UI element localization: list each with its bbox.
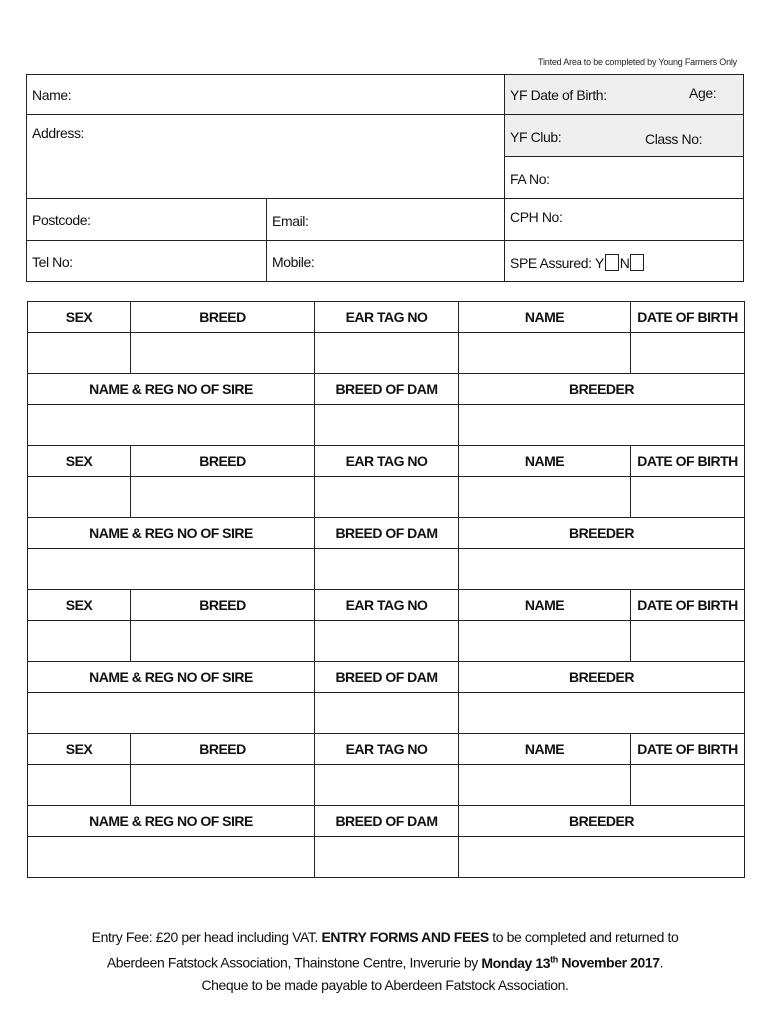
breed-of-dam-cell[interactable] (315, 837, 459, 878)
footer-line-1 (0, 926, 770, 948)
sex-header: SEX (28, 302, 131, 333)
animal-header-row (28, 590, 745, 621)
entry-fee-text: Entry Fee: £20 per head including VAT. (91, 929, 318, 945)
animal-entries-table (27, 301, 745, 878)
pedigree-input-row (28, 549, 745, 590)
dob-header: DATE OF BIRTH (631, 590, 745, 621)
ear-tag-header: EAR TAG NO (315, 446, 459, 477)
breed-cell[interactable] (131, 621, 315, 662)
mobile-label: Mobile: (272, 254, 315, 270)
name-header: NAME (459, 302, 631, 333)
dob-cell[interactable] (631, 477, 745, 518)
yf-club-label: YF Club: (510, 129, 562, 145)
spe-no-checkbox[interactable] (630, 254, 644, 271)
spe-no-label: N (619, 255, 630, 271)
sex-cell[interactable] (28, 477, 131, 518)
dob-header: DATE OF BIRTH (631, 734, 745, 765)
tel-label: Tel No: (32, 254, 73, 270)
breeder-header: BREEDER (459, 662, 745, 693)
animal-input-row (28, 765, 745, 806)
name-header: NAME (459, 446, 631, 477)
ear-tag-header: EAR TAG NO (315, 302, 459, 333)
mobile-field[interactable] (266, 240, 505, 282)
breed-header: BREED (131, 734, 315, 765)
pedigree-header-row (28, 374, 745, 405)
deadline-day: Monday 13th (481, 954, 558, 971)
pedigree-header-row (28, 806, 745, 837)
footer-notice (0, 926, 770, 996)
ear-tag-header: EAR TAG NO (315, 734, 459, 765)
breed-header: BREED (131, 302, 315, 333)
sire-cell[interactable] (28, 549, 315, 590)
yf-dob-field[interactable] (504, 74, 744, 115)
sire-cell[interactable] (28, 693, 315, 734)
fa-no-field[interactable] (504, 156, 744, 199)
sire-header: NAME & REG NO OF SIRE (28, 518, 315, 549)
breeder-cell[interactable] (459, 405, 745, 446)
name-cell[interactable] (459, 621, 631, 662)
entry-forms-emphasis: ENTRY FORMS AND FEES (321, 929, 489, 945)
pedigree-input-row (28, 837, 745, 878)
breed-of-dam-cell[interactable] (315, 693, 459, 734)
breed-cell[interactable] (131, 333, 315, 374)
breeder-cell[interactable] (459, 693, 745, 734)
pedigree-header-row (28, 662, 745, 693)
footer-line-3: Cheque to be made payable to Aberdeen Fatstock Association. (201, 976, 569, 993)
pedigree-input-row (28, 405, 745, 446)
deadline-month-year: November 2017 (561, 954, 660, 971)
ear-tag-cell[interactable] (315, 621, 459, 662)
animal-input-row (28, 477, 745, 518)
dob-cell[interactable] (631, 621, 745, 662)
spe-yes-checkbox[interactable] (605, 254, 619, 271)
breeder-header: BREEDER (459, 518, 745, 549)
name-header: NAME (459, 590, 631, 621)
name-cell[interactable] (459, 477, 631, 518)
postcode-label: Postcode: (32, 212, 91, 228)
breed-header: BREED (131, 446, 315, 477)
breeder-cell[interactable] (459, 549, 745, 590)
sex-cell[interactable] (28, 765, 131, 806)
breed-of-dam-cell[interactable] (315, 549, 459, 590)
name-label: Name: (32, 87, 72, 103)
name-field[interactable] (26, 74, 505, 115)
animal-input-row (28, 333, 745, 374)
breed-of-dam-header: BREED OF DAM (315, 806, 459, 837)
class-no-label: Class No: (645, 131, 703, 147)
address-label: Address: (32, 125, 85, 141)
sire-header: NAME & REG NO OF SIRE (28, 374, 315, 405)
name-cell[interactable] (459, 765, 631, 806)
ear-tag-header: EAR TAG NO (315, 590, 459, 621)
sire-cell[interactable] (28, 405, 315, 446)
dob-cell[interactable] (631, 333, 745, 374)
tel-field[interactable] (26, 240, 267, 282)
email-field[interactable] (266, 198, 505, 241)
breed-of-dam-header: BREED OF DAM (315, 374, 459, 405)
footer-line-2: Aberdeen Fatstock Association, Thainstone Centre, Inverurie by Monday 13th November 2017. (106, 954, 664, 971)
address-field[interactable] (26, 114, 505, 199)
return-address-text: Aberdeen Fatstock Association, Thainstone Centre, Inverurie by (106, 954, 478, 971)
breed-cell[interactable] (131, 765, 315, 806)
sire-header: NAME & REG NO OF SIRE (28, 662, 315, 693)
dob-header: DATE OF BIRTH (631, 446, 745, 477)
breed-cell[interactable] (131, 477, 315, 518)
breeder-header: BREEDER (459, 374, 745, 405)
sire-cell[interactable] (28, 837, 315, 878)
sex-header: SEX (28, 446, 131, 477)
pedigree-input-row (28, 693, 745, 734)
ear-tag-cell[interactable] (315, 477, 459, 518)
breed-header: BREED (131, 590, 315, 621)
email-label: Email: (272, 213, 309, 229)
tinted-area-note: Tinted Area to be completed by Young Farmers Only (538, 57, 737, 67)
pedigree-header-row (28, 518, 745, 549)
dob-header: DATE OF BIRTH (631, 302, 745, 333)
breed-of-dam-header: BREED OF DAM (315, 662, 459, 693)
age-label: Age: (689, 85, 717, 101)
sire-header: NAME & REG NO OF SIRE (28, 806, 315, 837)
sex-cell[interactable] (28, 621, 131, 662)
breeder-header: BREEDER (459, 806, 745, 837)
animal-input-row (28, 621, 745, 662)
spe-assured-label: SPE Assured: Y (510, 255, 604, 271)
ear-tag-cell[interactable] (315, 333, 459, 374)
breed-of-dam-header: BREED OF DAM (315, 518, 459, 549)
yf-dob-label: YF Date of Birth: (510, 87, 607, 103)
animal-header-row (28, 302, 745, 333)
sex-cell[interactable] (28, 333, 131, 374)
sex-header: SEX (28, 734, 131, 765)
return-instruction-text: to be completed and returned to (492, 929, 679, 945)
spe-assured-row (510, 254, 645, 271)
animal-header-row (28, 734, 745, 765)
cph-no-label: CPH No: (510, 209, 563, 225)
postcode-field[interactable] (26, 198, 267, 241)
breeder-cell[interactable] (459, 837, 745, 878)
yf-club-field[interactable] (504, 114, 744, 157)
sex-header: SEX (28, 590, 131, 621)
name-header: NAME (459, 734, 631, 765)
name-cell[interactable] (459, 333, 631, 374)
animal-header-row (28, 446, 745, 477)
breed-of-dam-cell[interactable] (315, 405, 459, 446)
ear-tag-cell[interactable] (315, 765, 459, 806)
fa-no-label: FA No: (510, 171, 550, 187)
spe-assured-field (504, 240, 744, 282)
dob-cell[interactable] (631, 765, 745, 806)
cph-no-field[interactable] (504, 198, 744, 241)
